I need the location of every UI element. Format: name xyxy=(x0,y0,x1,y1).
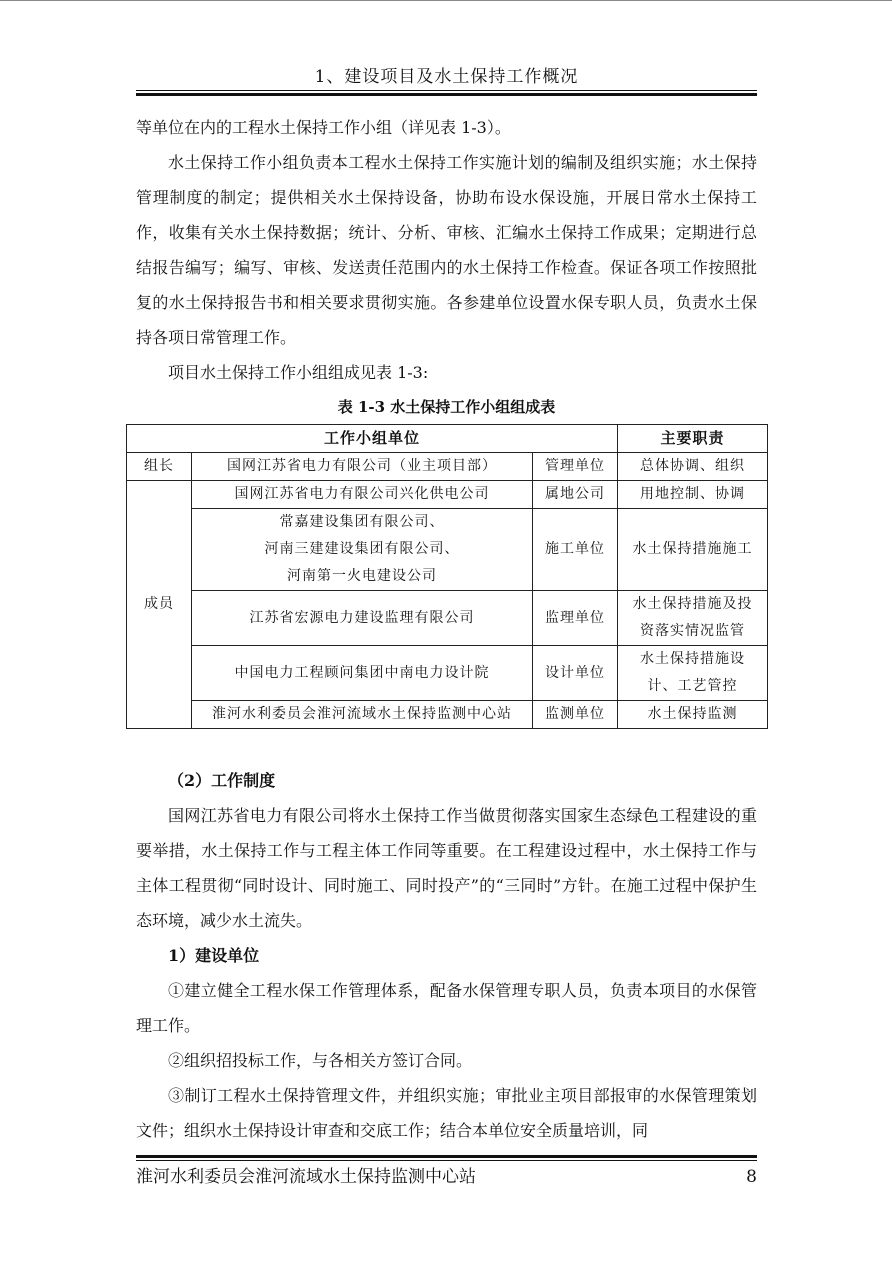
paragraph-continuation: 等单位在内的工程水土保持工作小组（详见表 1-3）。 xyxy=(136,118,511,137)
cell-unit-type: 属地公司 xyxy=(533,481,618,509)
header-cell-duty: 主要职责 xyxy=(618,425,768,453)
cell-unit-type: 管理单位 xyxy=(533,453,618,481)
section-heading-work-system: （2）工作制度 xyxy=(168,771,276,790)
table-row-member xyxy=(127,509,768,591)
work-group-table xyxy=(126,424,768,729)
paragraph-work-system: 国网江苏省电力有限公司将水土保持工作当做贯彻落实国家生态绿色工程建设的重要举措，水土保持工作与工程主体工作同等重要。在工程建设过程中，水土保持工作与主体工程贯彻“同时设计、同时施工、同时投产”的“三同时”方针。在施工过程中保护生态环境，减少水土流失。 xyxy=(136,806,757,930)
cell-duty xyxy=(618,591,768,646)
table-caption: 表 1-3 水土保持工作小组组成表 xyxy=(337,398,556,416)
table-row-member xyxy=(127,646,768,701)
cell-unit-type: 监测单位 xyxy=(533,701,618,729)
cell-role-leader: 组长 xyxy=(127,453,192,481)
cell-unit-type: 施工单位 xyxy=(533,509,618,591)
sub-heading-construction-unit: 1）建设单位 xyxy=(168,946,260,965)
cell-duty-line: 计、工艺管控 xyxy=(647,678,738,694)
cell-role-members: 成员 xyxy=(127,481,192,729)
list-item-2: ②组织招投标工作，与各相关方签订合同。 xyxy=(168,1051,473,1070)
cell-org-line: 常嘉建设集团有限公司、 xyxy=(279,514,445,530)
cell-org: 中国电力工程顾问集团中南电力设计院 xyxy=(192,646,533,701)
cell-duty: 用地控制、协调 xyxy=(618,481,768,509)
footer-rule-thick xyxy=(136,1155,757,1158)
cell-org: 国网江苏省电力有限公司（业主项目部） xyxy=(192,453,533,481)
cell-duty-line: 水土保持措施及投 xyxy=(632,596,753,612)
cell-duty-line: 资落实情况监管 xyxy=(640,623,746,639)
cell-org-line: 河南第一火电建设公司 xyxy=(287,568,437,584)
cell-org: 江苏省宏源电力建设监理有限公司 xyxy=(192,591,533,646)
paragraph-table-intro: 项目水土保持工作小组组成见表 1-3: xyxy=(168,363,429,382)
cell-org xyxy=(192,509,533,591)
header-rule-thick xyxy=(136,93,757,96)
cell-duty xyxy=(618,646,768,701)
table-row-leader xyxy=(127,453,768,481)
footer-organization: 淮河水利委员会淮河流域水土保持监测中心站 xyxy=(136,1167,476,1187)
cell-duty: 水土保持措施施工 xyxy=(618,509,768,591)
footer-rule-thin xyxy=(136,1160,757,1161)
table-row-member xyxy=(127,481,768,509)
list-item-3: ③制订工程水土保持管理文件，并组织实施；审批业主项目部报审的水保管理策划文件；组织水土保持设计审查和交底工作；结合本单位安全质量培训，同 xyxy=(136,1086,757,1140)
cell-unit-type: 设计单位 xyxy=(533,646,618,701)
paragraph-work-group-duties: 水土保持工作小组负责本工程水土保持工作实施计划的编制及组织实施；水土保持管理制度的制定；提供相关水土保持设备，协助布设水保设施，开展日常水土保持工作，收集有关水土保持数据；统计、分析、审核、汇编水土保持工作成果；定期进行总结报告编写；编写、审核、发送责任范围内的水土保持工作检查。保证各项工作按照批复的水土保持报告书和相关要求贯彻实施。各参建单位设置水保专职人员，负责水土保持各项日常管理工作。 xyxy=(136,153,757,347)
list-item-1: ①建立健全工程水保工作管理体系，配备水保管理专职人员，负责本项目的水保管理工作。 xyxy=(136,981,757,1035)
cell-duty: 总体协调、组织 xyxy=(618,453,768,481)
page-top-edge xyxy=(0,0,892,1)
header-rule-thin xyxy=(136,90,757,91)
page-number: 8 xyxy=(746,1167,757,1187)
header-cell-unit: 工作小组单位 xyxy=(127,425,618,453)
cell-org-line: 河南三建建设集团有限公司、 xyxy=(264,541,460,557)
cell-unit-type: 监理单位 xyxy=(533,591,618,646)
cell-org: 国网江苏省电力有限公司兴化供电公司 xyxy=(192,481,533,509)
table-row-member xyxy=(127,591,768,646)
table-row-member xyxy=(127,701,768,729)
page-header-title: 1、建设项目及水土保持工作概况 xyxy=(314,67,579,87)
cell-duty-line: 水土保持措施设 xyxy=(640,651,746,667)
table-header-row xyxy=(127,425,768,453)
cell-org: 淮河水利委员会淮河流域水土保持监测中心站 xyxy=(192,701,533,729)
cell-duty: 水土保持监测 xyxy=(618,701,768,729)
